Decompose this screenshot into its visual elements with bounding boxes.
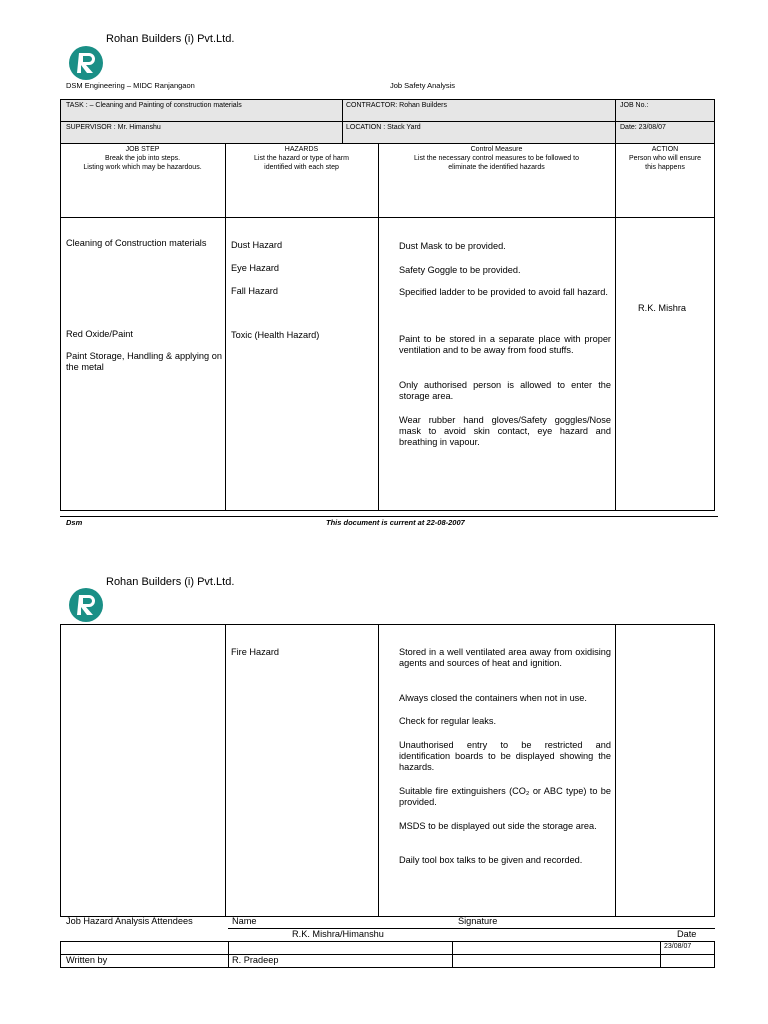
written-by-value: R. Pradeep (232, 955, 279, 965)
jsa-table (60, 143, 715, 511)
job-step-1: Cleaning of Construction materials (66, 238, 207, 248)
attendees-label: Job Hazard Analysis Attendees (66, 916, 193, 926)
fire-control-2: Always closed the containers when not in use. (399, 693, 587, 703)
contractor-field: CONTRACTOR: Rohan Builders (346, 102, 448, 109)
control-6: Wear rubber hand gloves/Safety goggles/Nose mask to avoid skin contact, eye hazard and breathing in vapour. (399, 415, 611, 447)
footer-center: This document is current at 22-08-2007 (326, 518, 465, 527)
document-title: Job Safety Analysis (390, 81, 456, 90)
header-job-step: JOB STEP Break the job into steps. Listing work which may be hazardous. (83, 146, 202, 171)
company-logo-icon (68, 587, 104, 623)
hazard-1: Dust Hazard (231, 240, 283, 250)
signoff-date: 23/08/07 (664, 943, 692, 950)
signature-label: Signature (458, 916, 498, 926)
fire-control-1: Stored in a well ventilated area away from oxidising agents and sources of heat and ignition. (399, 647, 611, 668)
supervisor-field: SUPERVISOR : Mr. Himanshu (66, 124, 161, 131)
task-field: TASK : – Cleaning and Painting of construction materials (66, 102, 242, 109)
header-control-measure: Control Measure List the necessary control measures to be followed to eliminate the identified hazards (414, 146, 579, 171)
hazard-2: Eye Hazard (231, 263, 280, 273)
hazard-fire: Fire Hazard (231, 647, 279, 657)
control-1: Dust Mask to be provided. (399, 241, 506, 251)
footer-left: Dsm (66, 518, 83, 527)
fire-control-5: Suitable fire extinguishers (CO₂ or ABC type) to be provided. (399, 786, 611, 807)
fire-control-6: MSDS to be displayed out side the storage area. (399, 821, 597, 831)
date-label: Date (677, 929, 697, 939)
fire-control-7: Daily tool box talks to be given and recorded. (399, 855, 583, 865)
action-person: R.K. Mishra (638, 303, 686, 313)
date-field: Date: 23/08/07 (620, 124, 666, 131)
job-step-2: Red Oxide/Paint (66, 329, 133, 339)
jsa-table-continued (60, 624, 715, 917)
fire-control-4: Unauthorised entry to be restricted and identification boards to be displayed showing the hazards. (399, 740, 611, 772)
company-name: Rohan Builders (i) Pvt.Ltd. (106, 576, 235, 588)
control-3: Specified ladder to be provided to avoid fall hazard. (399, 287, 608, 297)
company-logo-icon (68, 45, 104, 81)
footer-divider (60, 516, 718, 517)
name-label: Name (232, 916, 257, 926)
written-by-label: Written by (66, 955, 108, 965)
fire-control-3: Check for regular leaks. (399, 716, 497, 726)
department-label: DSM Engineering – MIDC Ranjangaon (66, 81, 195, 90)
control-2: Safety Goggle to be provided. (399, 265, 521, 275)
location-field: LOCATION : Stack Yard (346, 124, 421, 131)
company-name: Rohan Builders (i) Pvt.Ltd. (106, 33, 235, 45)
job-step-3: Paint Storage, Handling & applying on the metal (66, 351, 222, 372)
hazard-4: Toxic (Health Hazard) (231, 330, 320, 340)
header-hazards: HAZARDS List the hazard or type of harm identified with each step (254, 146, 349, 171)
control-4: Paint to be stored in a separate place with proper ventilation and to be away from food stuffs. (399, 334, 611, 355)
hazard-3: Fall Hazard (231, 286, 278, 296)
job-number-field: JOB No.: (620, 102, 649, 109)
attendees-names: R.K. Mishra/Himanshu (292, 929, 384, 939)
header-action: ACTION Person who will ensure this happens (629, 146, 701, 171)
control-5: Only authorised person is allowed to enter the storage area. (399, 380, 611, 401)
